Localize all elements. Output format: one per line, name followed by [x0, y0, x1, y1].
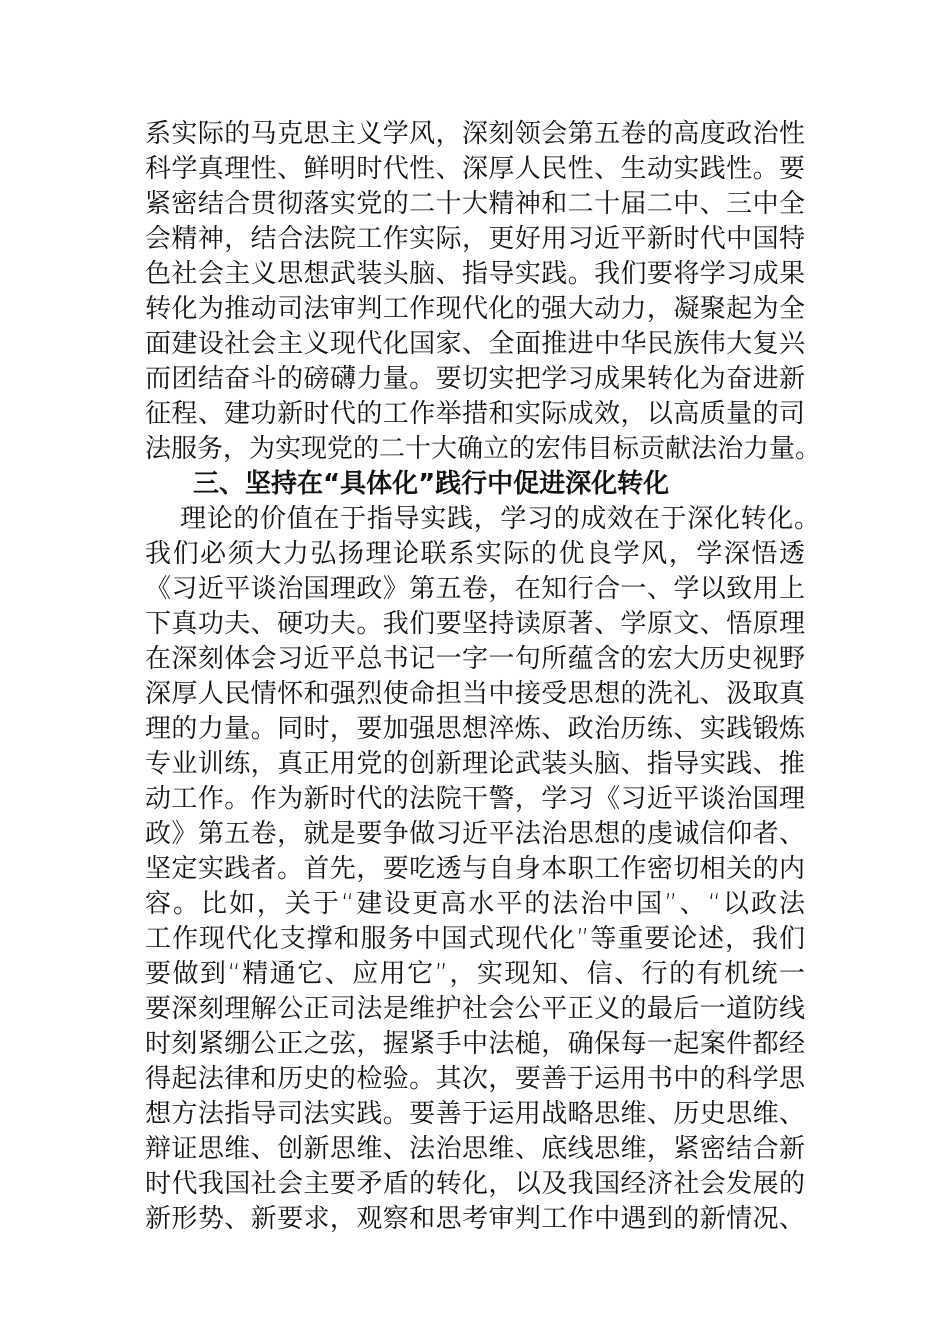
text-line: 工作现代化支撑和服务中国式现代化”等重要论述，我们	[145, 924, 805, 954]
text-line: 辩证思维、创新思维、法治思维、底线思维，紧密结合新	[145, 1134, 805, 1164]
text-line: 而团结奋斗的磅礴力量。要切实把学习成果转化为奋进新	[145, 364, 805, 394]
text-line: 科学真理性、鲜明时代性、深厚人民性、生动实践性。要	[145, 154, 805, 184]
text-line: 得起法律和历史的检验。其次，要善于运用书中的科学思	[145, 1064, 805, 1094]
text-line: 色社会主义思想武装头脑、指导实践。我们要将学习成果	[145, 259, 805, 289]
text-line: 时代我国社会主要矛盾的转化，以及我国经济社会发展的	[145, 1169, 805, 1199]
text-line: 时刻紧绷公正之弦，握紧手中法槌，确保每一起案件都经	[145, 1029, 805, 1059]
text-line: 《习近平谈治国理政》第五卷，在知行合一、学以致用上	[145, 574, 805, 604]
text-line: 紧密结合贯彻落实党的二十大精神和二十届二中、三中全	[145, 189, 805, 219]
text-line: 深厚人民情怀和强烈使命担当中接受思想的洗礼、汲取真	[145, 679, 805, 709]
text-line: 下真功夫、硬功夫。我们要坚持读原著、学原文、悟原理	[145, 609, 805, 639]
text-line: 政》第五卷，就是要争做习近平法治思想的虔诚信仰者、	[145, 819, 805, 849]
text-line: 会精神，结合法院工作实际，更好用习近平新时代中国特	[145, 224, 805, 254]
text-line: 想方法指导司法实践。要善于运用战略思维、历史思维、	[145, 1099, 805, 1129]
text-line: 面建设社会主义现代化国家、全面推进中华民族伟大复兴	[145, 329, 805, 359]
text-line: 系实际的马克思主义学风，深刻领会第五卷的高度政治性	[145, 119, 805, 149]
text-line: 坚定实践者。首先，要吃透与自身本职工作密切相关的内	[145, 854, 805, 884]
text-line: 法服务，为实现党的二十大确立的宏伟目标贡献法治力量。	[145, 434, 822, 464]
text-line: 要做到“精通它、应用它”，实现知、信、行的有机统一	[145, 959, 805, 989]
text-line: 转化为推动司法审判工作现代化的强大动力，凝聚起为全	[145, 294, 805, 324]
text-line: 新形势、新要求，观察和思考审判工作中遇到的新情况、	[145, 1204, 805, 1234]
text-line: 征程、建功新时代的工作举措和实际成效，以高质量的司	[145, 399, 805, 429]
text-line: 理论的价值在于指导实践，学习的成效在于深化转化。	[180, 504, 820, 534]
text-line: 理的力量。同时，要加强思想淬炼、政治历练、实践锻炼	[145, 714, 805, 744]
text-line: 动工作。作为新时代的法院干警，学习《习近平谈治国理	[145, 784, 805, 814]
section-heading: 三、坚持在“具体化”践行中促进深化转化	[193, 469, 670, 499]
text-line: 在深刻体会习近平总书记一字一句所蕴含的宏大历史视野	[145, 644, 805, 674]
text-line: 要深刻理解公正司法是维护社会公平正义的最后一道防线	[145, 994, 805, 1024]
text-line: 专业训练，真正用党的创新理论武装头脑、指导实践、推	[145, 749, 805, 779]
text-line: 容。比如，关于“建设更高水平的法治中国”、“以政法	[145, 889, 805, 919]
text-line: 我们必须大力弘扬理论联系实际的优良学风，学深悟透	[145, 539, 805, 569]
